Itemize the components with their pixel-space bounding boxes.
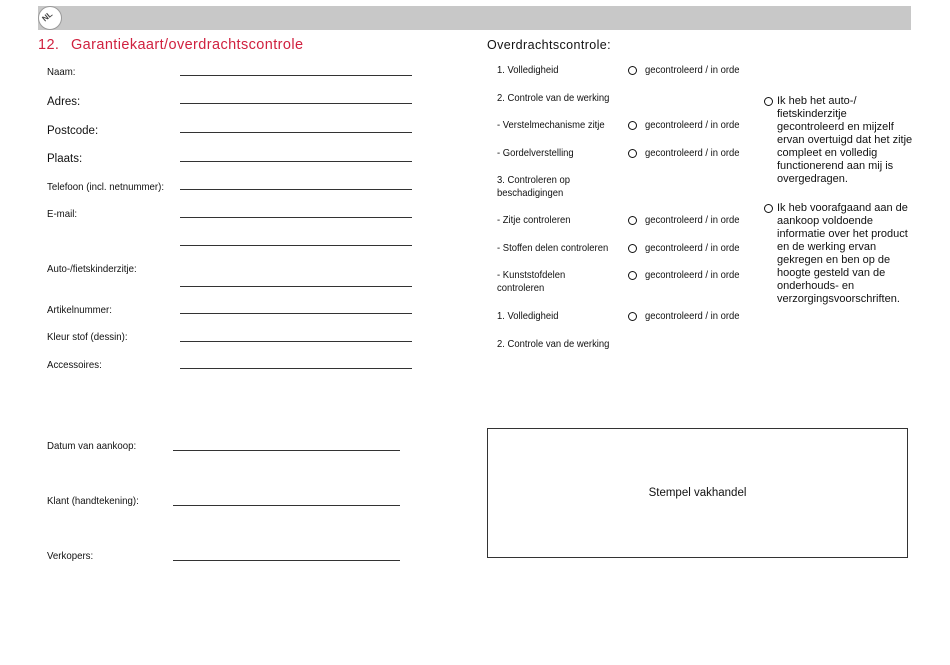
section-title-text: Garantiekaart/overdrachtscontrole bbox=[71, 37, 304, 53]
checklist-status: gecontroleerd / in orde bbox=[645, 269, 740, 281]
header-bar bbox=[38, 6, 911, 30]
checklist-item: - Gordelverstelling bbox=[497, 147, 574, 159]
declaration-text: Ik heb het auto-/ fietskinderzitje gecontroleerd en mijzelf ervan overtuigd dat het zitje compleet en volledig functionerend aan mij is overgedragen. bbox=[777, 95, 913, 185]
checklist-item: 1. Volledigheid bbox=[497, 64, 559, 76]
language-badge bbox=[38, 6, 62, 30]
field-line-accessoires[interactable] bbox=[180, 368, 412, 369]
section-title bbox=[38, 37, 303, 53]
checkbox-circle[interactable] bbox=[628, 244, 637, 253]
field-line-artikelnummer[interactable] bbox=[180, 313, 412, 314]
language-badge-label: NL bbox=[40, 9, 55, 24]
checklist-status: gecontroleerd / in orde bbox=[645, 64, 740, 76]
signature-line-verkopers[interactable] bbox=[173, 560, 400, 561]
section-number: 12. bbox=[38, 37, 60, 53]
signature-label-klant: Klant (handtekening): bbox=[47, 495, 139, 507]
field-label-postcode: Postcode: bbox=[47, 125, 99, 137]
field-line-postcode[interactable] bbox=[180, 132, 412, 133]
field-line-email-2[interactable] bbox=[180, 245, 412, 246]
checkbox-circle[interactable] bbox=[764, 97, 773, 106]
checkbox-circle[interactable] bbox=[628, 216, 637, 225]
checklist-item: 3. Controleren op beschadigingen bbox=[497, 174, 571, 199]
checklist-status: gecontroleerd / in orde bbox=[645, 310, 740, 322]
field-label-kinderzitje: Auto-/fietskinderzitje: bbox=[47, 263, 137, 275]
field-line-kleur[interactable] bbox=[180, 341, 412, 342]
field-line-adres[interactable] bbox=[180, 103, 412, 104]
field-line-naam[interactable] bbox=[180, 75, 412, 76]
checkbox-circle[interactable] bbox=[628, 66, 637, 75]
field-line-plaats[interactable] bbox=[180, 161, 412, 162]
signature-label-datum: Datum van aankoop: bbox=[47, 440, 137, 452]
signature-line-klant[interactable] bbox=[173, 505, 400, 506]
checklist-item: 2. Controle van de werking bbox=[497, 92, 610, 104]
checkbox-circle[interactable] bbox=[628, 149, 637, 158]
checkbox-circle[interactable] bbox=[764, 204, 773, 213]
field-label-naam: Naam: bbox=[47, 66, 76, 78]
signature-label-verkopers: Verkopers: bbox=[47, 550, 94, 562]
field-label-email: E-mail: bbox=[47, 208, 78, 220]
checklist-status: gecontroleerd / in orde bbox=[645, 214, 740, 226]
field-line-telefoon[interactable] bbox=[180, 189, 412, 190]
checkbox-circle[interactable] bbox=[628, 271, 637, 280]
field-label-kleur: Kleur stof (dessin): bbox=[47, 331, 128, 343]
checklist-item: - Zitje controleren bbox=[497, 214, 571, 226]
declaration-text: Ik heb voorafgaand aan de aankoop voldoende informatie over het product en de werking ervan gekregen en ben op de hoogte gesteld van de onderhouds- en verzorgingsvoorschriften. bbox=[777, 202, 908, 305]
checklist-item: - Kunststofdelen controleren bbox=[497, 269, 566, 294]
signature-line-datum[interactable] bbox=[173, 450, 400, 451]
checklist-item: - Stoffen delen controleren bbox=[497, 242, 609, 254]
checklist-status: gecontroleerd / in orde bbox=[645, 242, 740, 254]
field-label-accessoires: Accessoires: bbox=[47, 359, 102, 371]
checklist-status: gecontroleerd / in orde bbox=[645, 119, 740, 131]
field-label-plaats: Plaats: bbox=[47, 153, 83, 165]
checklist-item: - Verstelmechanisme zitje bbox=[497, 119, 605, 131]
field-label-telefoon: Telefoon (incl. netnummer): bbox=[47, 181, 165, 193]
field-line-email[interactable] bbox=[180, 217, 412, 218]
checkbox-circle[interactable] bbox=[628, 312, 637, 321]
field-label-artikelnummer: Artikelnummer: bbox=[47, 304, 112, 316]
checkbox-circle[interactable] bbox=[628, 121, 637, 130]
checklist-item: 1. Volledigheid bbox=[497, 310, 559, 322]
checklist-heading: Overdrachtscontrole: bbox=[487, 38, 612, 52]
checklist-status: gecontroleerd / in orde bbox=[645, 147, 740, 159]
field-label-adres: Adres: bbox=[47, 96, 81, 108]
field-line-kinderzitje[interactable] bbox=[180, 286, 412, 287]
stamp-box[interactable] bbox=[487, 428, 908, 558]
stamp-label: Stempel vakhandel bbox=[648, 487, 747, 499]
checklist-item: 2. Controle van de werking bbox=[497, 338, 610, 350]
